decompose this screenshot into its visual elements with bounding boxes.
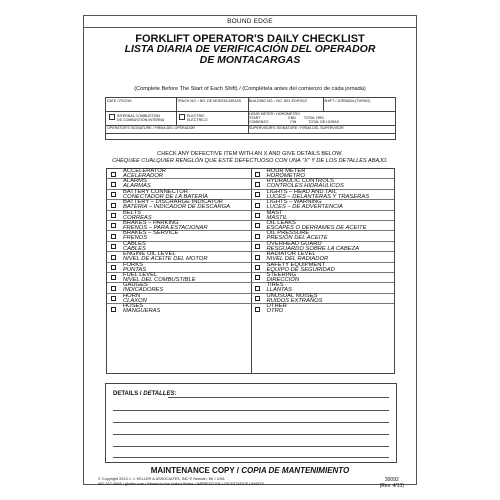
supervisor-signature-label: SUPERVISOR'S SIGNATURE / FIRMA DEL SUPERVISOR bbox=[249, 126, 344, 130]
defect-checkbox[interactable] bbox=[255, 296, 260, 301]
defect-checkbox[interactable] bbox=[111, 234, 116, 239]
operator-signature-label: OPERATOR'S SIGNATURE / FIRMA DEL OPERADOR bbox=[107, 126, 196, 130]
inspection-column-left bbox=[107, 169, 252, 373]
defect-checkbox[interactable] bbox=[255, 182, 260, 187]
hour-meter-label: HOUR METER / HORÓMETRO bbox=[249, 112, 300, 116]
checklist-item-label-es: DIRECCIÓN bbox=[266, 276, 300, 283]
checklist-item[interactable] bbox=[107, 200, 251, 210]
checklist-item-label: SAFETY EQUIPMENT bbox=[266, 261, 326, 268]
defect-checkbox[interactable] bbox=[111, 255, 116, 260]
checklist-item-label-es: CLAXON bbox=[123, 297, 147, 304]
checklist-item-label-es: LUCES – DE ADVERTENCIA bbox=[266, 204, 343, 211]
details-line-4[interactable] bbox=[113, 434, 389, 435]
defect-checkbox[interactable] bbox=[255, 244, 260, 249]
checklist-item-label: MAST bbox=[266, 209, 283, 216]
building-number-field[interactable] bbox=[248, 98, 323, 111]
checklist-item-label-es: INDICADORES bbox=[123, 287, 164, 294]
checklist-item[interactable] bbox=[107, 252, 251, 262]
checklist-item-label-es: BATERÍA – INDICADOR DE DESCARGA bbox=[123, 204, 230, 211]
checklist-item-label: ENGINE OIL LEVEL bbox=[123, 251, 176, 258]
form-title-spanish-line-2: DE MONTACARGAS bbox=[199, 54, 301, 66]
checklist-item-label: OTHER bbox=[266, 303, 287, 310]
defect-checkbox[interactable] bbox=[111, 213, 116, 218]
checklist-item-label: BATTERY CONNECTOR bbox=[123, 188, 188, 195]
checklist-item-label-es: CORREAS bbox=[123, 214, 152, 221]
checklist-item-label-es: ALARMAS bbox=[123, 183, 151, 190]
date-label: DATE / FECHA bbox=[107, 99, 132, 103]
defect-checkbox[interactable] bbox=[111, 307, 116, 312]
start-label-es: COMIENZO bbox=[249, 120, 269, 124]
inspection-items-grid bbox=[106, 168, 395, 374]
building-number-label: BUILDING NO. / NO. DEL EDIFICIO bbox=[249, 99, 308, 103]
defect-checkbox[interactable] bbox=[255, 172, 260, 177]
total-hours-label-es: TOTAL DE HORAS bbox=[308, 120, 339, 124]
electric-label-es: ELÉCTRICO bbox=[187, 118, 208, 122]
defect-checkbox[interactable] bbox=[111, 182, 116, 187]
checklist-item-label-es: PRESIÓN DEL ACEITE bbox=[266, 235, 328, 242]
internal-combustion-option[interactable] bbox=[108, 113, 176, 125]
checklist-item-label: FORKS bbox=[123, 261, 143, 268]
details-label-en: DETAILS / bbox=[113, 391, 142, 397]
check-instruction-en: CHECK ANY DEFECTIVE ITEM WITH AN X AND GIVE DETAILS BELOW. bbox=[157, 151, 343, 157]
form-title-spanish-line-1: LISTA DIARIA DE VERIFICACIÓN DEL OPERADOR bbox=[124, 43, 376, 55]
details-line-5[interactable] bbox=[113, 446, 389, 447]
details-line-6[interactable] bbox=[113, 457, 389, 458]
info-box bbox=[105, 97, 396, 140]
electric-checkbox[interactable] bbox=[179, 114, 185, 120]
shift-label: SHIFT / JORNADA (TURNO) bbox=[324, 99, 371, 103]
checklist-item-label: LIGHTS – WARNING bbox=[266, 199, 322, 206]
copyright-notice bbox=[98, 477, 264, 486]
defect-checkbox[interactable] bbox=[111, 192, 116, 197]
checklist-item-label: ALARMS bbox=[123, 178, 147, 185]
supervisor-signature-field[interactable] bbox=[248, 125, 397, 133]
checklist-item-label: OIL PRESSURE bbox=[266, 230, 310, 237]
checklist-item-label-es: CABLES bbox=[123, 245, 146, 252]
end-label: END bbox=[288, 116, 296, 120]
checklist-item-label: RADIATOR LEVEL bbox=[266, 251, 316, 258]
check-instruction bbox=[84, 151, 416, 165]
shift-field[interactable] bbox=[323, 98, 397, 111]
bound-edge-label: BOUND EDGE bbox=[227, 18, 273, 25]
checklist-item-label-es: RUIDOS EXTRAÑOS bbox=[266, 297, 323, 304]
details-line-2[interactable] bbox=[113, 410, 389, 411]
start-label: START bbox=[249, 116, 261, 120]
internal-combustion-label: INTERNAL COMBUSTION bbox=[117, 114, 160, 118]
checklist-item-label: UNUSUAL NOISES bbox=[266, 292, 318, 299]
checklist-item-label-es: MANGUERAS bbox=[123, 308, 161, 315]
internal-combustion-checkbox[interactable] bbox=[109, 114, 115, 120]
operator-signature-field[interactable] bbox=[106, 125, 248, 133]
details-label bbox=[113, 391, 176, 397]
electric-option[interactable] bbox=[178, 113, 248, 125]
copyright-line-1: © Copyright 2013 J. J. KELLER & ASSOCIATES, INC.® Neenah, WI • USA bbox=[98, 477, 225, 481]
details-label-es: DETALLES: bbox=[143, 391, 177, 397]
copy-designation bbox=[84, 466, 416, 475]
checklist-item-label: ACCELERATOR bbox=[123, 168, 166, 174]
checklist-item-label-es: EQUIPO DE SEGURIDAD bbox=[266, 266, 335, 273]
date-field[interactable] bbox=[106, 98, 176, 111]
defect-checkbox[interactable] bbox=[255, 307, 260, 312]
defect-checkbox[interactable] bbox=[111, 275, 116, 280]
form-revision: (Rev. 4/13) bbox=[379, 483, 404, 489]
checklist-item-label-es: CONECTADOR DE LA BATERÍA bbox=[123, 193, 208, 200]
checklist-item-label-es: NIVEL DEL RADIADOR bbox=[266, 256, 329, 263]
checklist-item-label: HYDRAULIC CONTROLS bbox=[266, 178, 334, 185]
checklist-item[interactable] bbox=[107, 304, 251, 314]
truck-number-label: TRUCK NO. / NO. DE MONTACARGAS bbox=[177, 99, 242, 103]
defect-checkbox[interactable] bbox=[255, 223, 260, 228]
checklist-item[interactable] bbox=[251, 304, 395, 314]
checklist-item-label: CABLES bbox=[123, 240, 146, 247]
checklist-item-label: HORN bbox=[123, 292, 141, 299]
checklist-item-label-es: OTRO bbox=[266, 308, 284, 315]
checklist-item-label: HOSES bbox=[123, 303, 144, 310]
defect-checkbox[interactable] bbox=[255, 213, 260, 218]
defect-checkbox[interactable] bbox=[111, 203, 116, 208]
defect-checkbox[interactable] bbox=[111, 223, 116, 228]
info-vline-d bbox=[176, 111, 177, 125]
end-label-es: FIN bbox=[290, 120, 297, 124]
form-title-spanish bbox=[84, 44, 416, 66]
copy-designation-en: MAINTENANCE COPY / bbox=[150, 466, 240, 475]
form-number-value: 30092 bbox=[384, 477, 399, 483]
checklist-item-label: BELTS bbox=[123, 209, 141, 216]
defect-checkbox[interactable] bbox=[255, 275, 260, 280]
checklist-item-label-es: LLANTAS bbox=[266, 287, 292, 294]
checklist-item-label: FUEL LEVEL bbox=[123, 271, 158, 278]
checklist-item-label: BRAKES – PARKING bbox=[123, 219, 179, 226]
checklist-item-label-es: NIVEL DEL COMBUSTIBLE bbox=[123, 276, 196, 283]
checklist-item-label: HOUR METER bbox=[266, 168, 306, 174]
checklist-item-label: STEERING bbox=[266, 271, 297, 278]
defect-checkbox[interactable] bbox=[255, 265, 260, 270]
shift-instruction: (Complete Before The Start of Each Shift) / (Complétela antes del comienzo de cada jornada) bbox=[134, 86, 366, 92]
defect-checkbox[interactable] bbox=[111, 244, 116, 249]
defect-checkbox[interactable] bbox=[255, 255, 260, 260]
checklist-item-label-es: ACELERADOR bbox=[123, 173, 163, 179]
checklist-item-label-es: MÁSTIL bbox=[266, 214, 288, 221]
check-instruction-es: CHEQUEE CUALQUIER RENGLÓN QUE ESTÉ DEFECTUOSO CON UNA "X" Y DE LOS DETALLES ABAJO. bbox=[112, 158, 388, 164]
checklist-item-label: BATTERY – DISCHARGE INDICATOR bbox=[123, 199, 223, 206]
checklist-item-label: BRAKES – SERVICE bbox=[123, 230, 179, 237]
checklist-item-label-es: LUCES – DELANTERAS Y TRASERAS bbox=[266, 193, 370, 200]
checklist-item-label-es: FRENOS bbox=[123, 235, 148, 242]
inspection-column-right bbox=[251, 169, 395, 373]
checklist-item-label: TIRES bbox=[266, 282, 284, 289]
checklist-item-label-es: FRENOS – PARA ESTACIONAR bbox=[123, 224, 208, 231]
checklist-item[interactable] bbox=[251, 252, 395, 262]
electric-label: ELECTRIC bbox=[187, 114, 205, 118]
defect-checkbox[interactable] bbox=[111, 265, 116, 270]
details-line-1[interactable] bbox=[168, 397, 389, 398]
copy-designation-es: COPIA DE MANTENIMIENTO bbox=[241, 466, 350, 475]
details-section bbox=[105, 383, 397, 463]
defect-checkbox[interactable] bbox=[111, 286, 116, 291]
form-number bbox=[380, 477, 404, 489]
checklist-item[interactable] bbox=[251, 200, 395, 210]
internal-combustion-label-es: DE COMBUSTIÓN INTERNA bbox=[117, 118, 165, 122]
copyright-line-2: 800-327-6868 • jjkeller.com • Printed in the United States / IMPRESO EN LOS ESTADOS UNIDOS bbox=[98, 481, 264, 486]
checklist-item-label: LIGHTS – HEAD AND TAIL bbox=[266, 188, 337, 195]
checklist-item-label-es: ESCAPES O DERRAMES DE ACEITE bbox=[266, 224, 367, 231]
checklist-item-label-es: NIVEL DE ACEITE DEL MOTOR bbox=[123, 256, 208, 263]
checklist-item-label: GAUGES bbox=[123, 282, 148, 289]
checklist-item-label: OVERHEAD GUARD bbox=[266, 240, 322, 247]
checklist-form bbox=[83, 15, 417, 489]
info-divider-3 bbox=[106, 133, 395, 134]
defect-checkbox[interactable] bbox=[255, 192, 260, 197]
defect-checkbox[interactable] bbox=[255, 203, 260, 208]
hour-meter-field[interactable] bbox=[248, 111, 397, 125]
checklist-item-label-es: RESGUARDO SOBRE LA CABEZA bbox=[266, 245, 360, 252]
form-title: FORKLIFT OPERATOR'S DAILY CHECKLIST bbox=[135, 33, 365, 45]
defect-checkbox[interactable] bbox=[255, 286, 260, 291]
checklist-item-label-es: HORÓMETRO bbox=[266, 173, 305, 179]
defect-checkbox[interactable] bbox=[111, 296, 116, 301]
checklist-item-label-es: CONTROLES HIDRÁULICOS bbox=[266, 183, 344, 190]
checklist-item-label-es: PUNTAS bbox=[123, 266, 147, 273]
bound-edge-line bbox=[84, 27, 416, 28]
total-hours-label: TOTAL HRS. bbox=[303, 116, 325, 120]
truck-number-field[interactable] bbox=[176, 98, 248, 111]
defect-checkbox[interactable] bbox=[255, 234, 260, 239]
checklist-item-label: OIL LEAKS bbox=[266, 219, 296, 226]
details-line-3[interactable] bbox=[113, 422, 389, 423]
defect-checkbox[interactable] bbox=[111, 172, 116, 177]
